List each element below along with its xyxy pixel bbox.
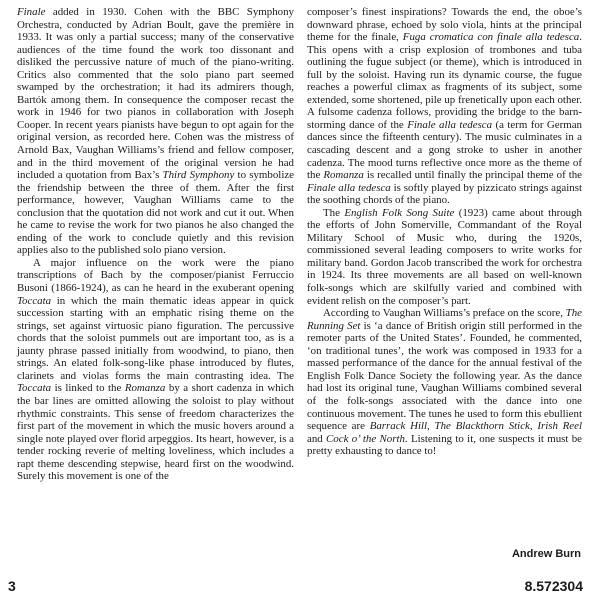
text-run: is softly played by pizzicato strings against the soothing chords of the piano. xyxy=(307,181,582,207)
text-run: and xyxy=(307,432,327,445)
text-run: by a short cadenza in which the bar lines are omitted allowing the soloist to play without rhythmic constraints. This sense of freedom characterizes the first part of the movement in which the music hovers around a single note played over florid arpeggios. Its heart, however, is a tender rocking reverie of melting loveliness, which includes a rapt theme descending stepwise, heard first on the woodwind. Surely this movement is one of the xyxy=(17,382,294,483)
italic-title: The Running Set xyxy=(307,307,582,332)
text-run: . This opens with a crisp explosion of trombones and tuba outlining the fugue subject (or theme), which is introduced in full by the soloist. Having run its dynamic course, the fugue reaches a powerful climax as fragments of its subject, some extended, some shortened, pile up frenetically upon each other. A fulsome cadenza follows, providing the bridge to the barn-storming dance of the xyxy=(307,31,582,131)
italic-title: Finale alla tedesca xyxy=(307,181,391,194)
text-run: The xyxy=(323,206,345,219)
italic-title: Toccata xyxy=(17,382,52,395)
paragraph xyxy=(17,257,294,483)
left-text-column xyxy=(17,6,294,483)
paragraph xyxy=(307,207,582,307)
italic-title: Toccata xyxy=(17,294,52,307)
text-run: (a term for German dances since the fifteenth century). The music culminates in a cascading descent and a gong stroke to usher in another cadenza. The mood turns reflective once more as the theme of the xyxy=(307,118,582,182)
italic-title: English Folk Song Suite xyxy=(344,206,455,219)
italic-title: Cock o’ the North xyxy=(326,432,405,445)
italic-title: Finale xyxy=(17,6,46,18)
italic-title: Finale alla tedesca xyxy=(407,118,493,131)
right-text-column xyxy=(307,6,582,458)
author-signature: Andrew Burn xyxy=(511,548,581,560)
catalogue-number: 8.572304 xyxy=(524,578,583,594)
text-run: is recalled until finally the principal theme of the xyxy=(363,169,582,182)
italic-title: Romanza xyxy=(124,382,166,395)
text-run: is linked to the xyxy=(51,382,125,395)
italic-title: Barrack Hill, The Blackthorn Stick, Irish Reel xyxy=(369,420,582,433)
italic-title: Third Symphony xyxy=(162,169,235,182)
italic-title: Fuga cromatica con finale alla tedesca xyxy=(402,31,580,44)
text-run: added in 1930. Cohen with the BBC Symphony Orchestra, conducted by Adrian Boult, gave the première in 1933. It was only a partial success; many of the conservative audiences of the time found the work too dissonant and disliked the percussive nature of much of the piano-writing. Critics also commented that the solo piano part seemed swamped by the orchestration; it had its admirers though, Bartók among them. In consequence the composer recast the work in 1946 for two pianos in collaboration with Joseph Cooper. In recent years pianists have begun to opt again for the original version, as recorded here. Cohen was the mistress of Arnold Bax, Vaughan Williams’s friend and fellow composer, and in the third movement of the original version he had included a quotation from Bax’s xyxy=(17,6,294,182)
text-run: is ‘a dance of British origin still performed in the remoter parts of the United States’. Founded, he commented, ‘on traditional tunes’, the work was composed in 1933 for a massed performance of the dance for the annual festival of the English Folk Dance Society the following year. As the dance had lost its original tune, Vaughan Williams combined several of the folk-songs associated with the dance into one continuous movement. The tunes he used to form this ebullient sequence are xyxy=(307,319,582,433)
text-run: A major influence on the work were the piano transcriptions of Bach by the composer/pianist Ferruccio Busoni (1866-1924), as can he heard in the exuberant opening xyxy=(17,256,294,295)
paragraph xyxy=(307,6,582,207)
text-run: According to Vaughan Williams’s preface on the score, xyxy=(323,307,566,320)
page-number: 3 xyxy=(8,578,16,594)
text-run: composer’s finest inspirations? Towards the end, the oboe’s downward phrase, echoed by solo viola, hints at the principal theme for the finale, xyxy=(307,6,582,44)
paragraph xyxy=(17,6,294,257)
text-run: (1923) came about through the efforts of John Somerville, Commandant of the Royal Military School of Music who, during the 1920s, commissioned several leading composers to write works for military band. Gordon Jacob transcribed the work for orchestra in 1924. Its three movements are all based on well-known folk-songs which are skilfully varied and combined with evident relish on the composer’s part. xyxy=(307,206,582,307)
text-run: . Listening to it, one suspects it must be pretty exhausting to dance to! xyxy=(307,432,582,458)
text-run: to symbolize the friendship between the three of them. After the first performance, however, Vaughan Williams came to the conclusion that the quotation did not work and cut it out. When he came to revise the work for two pianos he also changed the ending of the work to conclude quietly and this revision applies also to the published solo piano version. xyxy=(17,169,295,257)
text-run: in which the main thematic ideas appear in quick succession starting with an emphatic rising theme on the strings, set against virtuosic piano figuration. The percussive chords that the soloist pummels out are important too, as is a jaunty phrase passed initially from woodwind, to piano, then strings. An elated folk-song-like phase introduced by flutes, clarinets and violas forms the main contrasting idea. The xyxy=(17,294,294,382)
paragraph xyxy=(307,307,582,458)
italic-title: Romanza xyxy=(323,169,364,182)
